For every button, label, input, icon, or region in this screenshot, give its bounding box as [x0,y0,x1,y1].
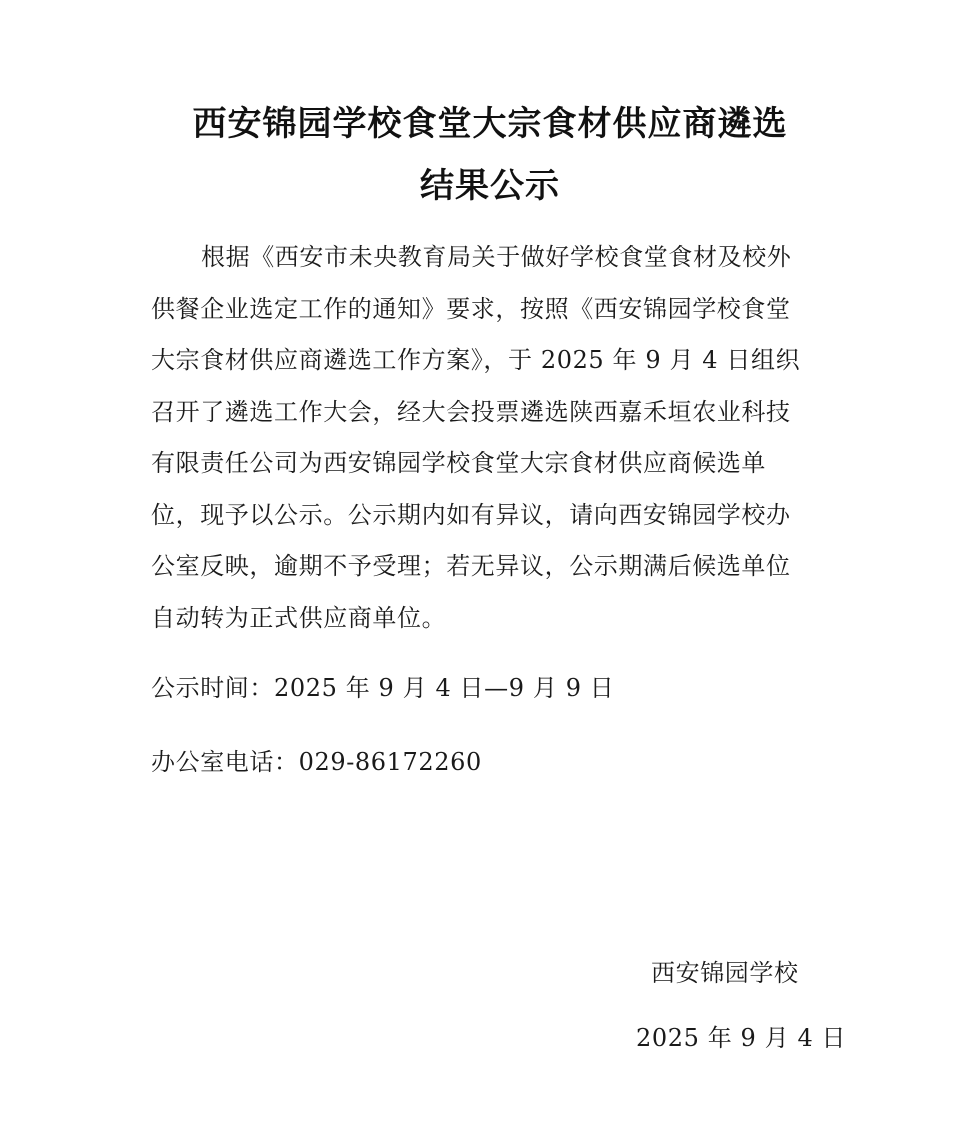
document-title-line-2: 结果公示 [420,166,560,206]
announcement-body [151,232,841,644]
signature-date: 2025 年 9 月 4 日 [636,1024,847,1052]
office-phone: 办公室电话：029-86172260 [151,748,482,776]
body-line: 有限责任公司为西安锦园学校食堂大宗食材供应商候选单 [151,449,766,477]
body-line: 大宗食材供应商遴选工作方案》，于 2025 年 9 月 4 日组织 [151,346,801,374]
notice-period: 公示时间：2025 年 9 月 4 日—9 月 9 日 [151,674,615,702]
body-line: 根据《西安市未央教育局关于做好学校食堂食材及校外 [201,243,792,271]
body-line: 召开了遴选工作大会，经大会投票遴选陕西嘉禾垣农业科技 [151,397,791,426]
body-line: 公室反映，逾期不予受理；若无异议，公示期满后候选单位 [151,552,791,580]
body-line: 供餐企业选定工作的通知》要求，按照《西安锦园学校食堂 [151,294,791,323]
body-line: 位，现予以公示。公示期内如有异议，请向西安锦园学校办 [151,500,791,529]
document-title-line-1: 西安锦园学校食堂大宗食材供应商遴选 [192,104,788,144]
signature-organization: 西安锦园学校 [651,959,799,987]
body-line: 自动转为正式供应商单位。 [151,603,447,632]
